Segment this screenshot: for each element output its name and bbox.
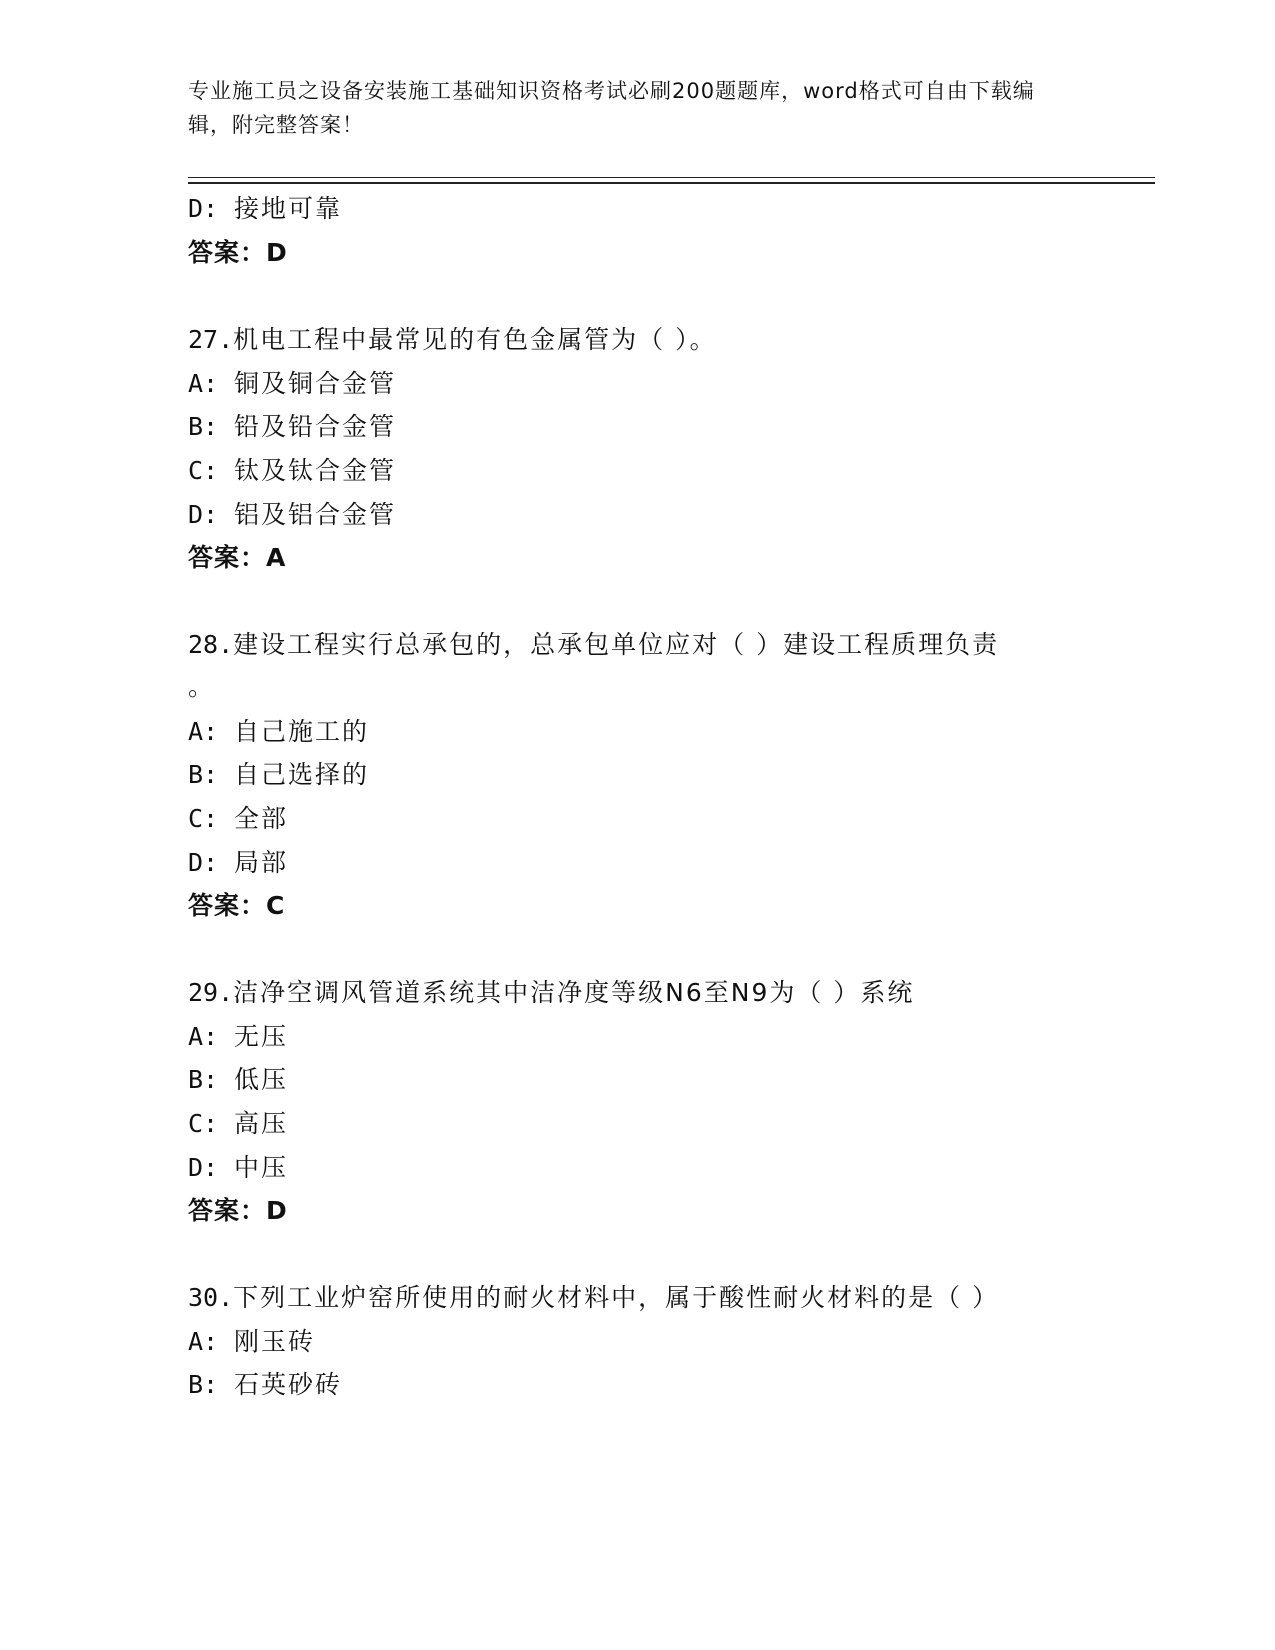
option-text: 自己施工的 (234, 717, 370, 746)
option-text: 钛及钛合金管 (234, 456, 397, 485)
question-28-stem (188, 630, 999, 660)
question-28-option-c (188, 804, 288, 834)
question-29-option-a (188, 1022, 288, 1052)
option-text: 中压 (234, 1153, 289, 1182)
option-text: 铝及铝合金管 (234, 500, 397, 529)
option-letter: A: (188, 1327, 219, 1356)
question-27-option-c (188, 456, 396, 486)
question-29-option-d (188, 1153, 288, 1183)
option-letter: C: (188, 456, 219, 485)
option-letter: B: (188, 1370, 219, 1399)
question-number: 27. (188, 325, 234, 354)
question-27-stem (188, 325, 717, 355)
option-letter: D: (188, 194, 219, 223)
option-text: 刚玉砖 (234, 1327, 316, 1356)
question-30-stem (188, 1283, 999, 1313)
option-text: 自己选择的 (234, 760, 370, 789)
question-number: 29. (188, 978, 234, 1007)
question-text: 下列工业炉窑所使用的耐火材料中，属于酸性耐火材料的是（ ） (233, 1283, 1000, 1312)
option-letter: B: (188, 1065, 219, 1094)
question-29-option-b (188, 1065, 288, 1095)
option-text: 高压 (234, 1109, 289, 1138)
carryover-option-d (188, 194, 342, 224)
question-27-option-b (188, 412, 396, 442)
option-text: 石英砂砖 (234, 1370, 343, 1399)
option-letter: A: (188, 1022, 219, 1051)
option-letter: C: (188, 804, 219, 833)
question-number: 30. (188, 1283, 234, 1312)
question-text: 建设工程实行总承包的，总承包单位应对（ ）建设工程质理负责 (233, 630, 1000, 659)
question-text: 机电工程中最常见的有色金属管为（ ）。 (233, 325, 717, 354)
question-29-option-c (188, 1109, 288, 1139)
option-text: 局部 (234, 848, 289, 877)
option-letter: A: (188, 717, 219, 746)
option-text: 接地可靠 (234, 194, 343, 223)
question-30-option-b (188, 1370, 342, 1400)
question-28-option-d (188, 848, 288, 878)
option-letter: A: (188, 369, 219, 398)
question-28-option-a (188, 717, 369, 747)
option-text: 铅及铅合金管 (234, 412, 397, 441)
option-text: 铜及铜合金管 (234, 369, 397, 398)
question-28-stem-continuation: 。 (188, 672, 214, 701)
question-28-answer: 答案：C (188, 891, 286, 920)
question-29-stem (188, 978, 914, 1008)
header-rule-thick (188, 182, 1155, 184)
option-letter: B: (188, 412, 219, 441)
option-letter: C: (188, 1109, 219, 1138)
question-27-answer: 答案：A (188, 543, 287, 572)
option-letter: D: (188, 848, 219, 877)
option-text: 低压 (234, 1065, 289, 1094)
option-letter: D: (188, 500, 219, 529)
question-27-option-a (188, 369, 396, 399)
question-27-option-d (188, 500, 396, 530)
carryover-answer: 答案：D (188, 238, 288, 267)
question-28-option-b (188, 760, 369, 790)
option-letter: D: (188, 1153, 219, 1182)
option-text: 全部 (234, 804, 289, 833)
option-text: 无压 (234, 1022, 289, 1051)
option-letter: B: (188, 760, 219, 789)
question-text: 洁净空调风管道系统其中洁净度等级N6至N9为（ ）系统 (233, 978, 915, 1007)
question-30-option-a (188, 1327, 315, 1357)
question-number: 28. (188, 630, 234, 659)
page-header: 专业施工员之设备安装施工基础知识资格考试必刷200题题库，word格式可自由下载编辑，附完整答案！ (188, 79, 1035, 137)
header-rule-thin (188, 177, 1155, 178)
question-29-answer: 答案：D (188, 1196, 288, 1225)
